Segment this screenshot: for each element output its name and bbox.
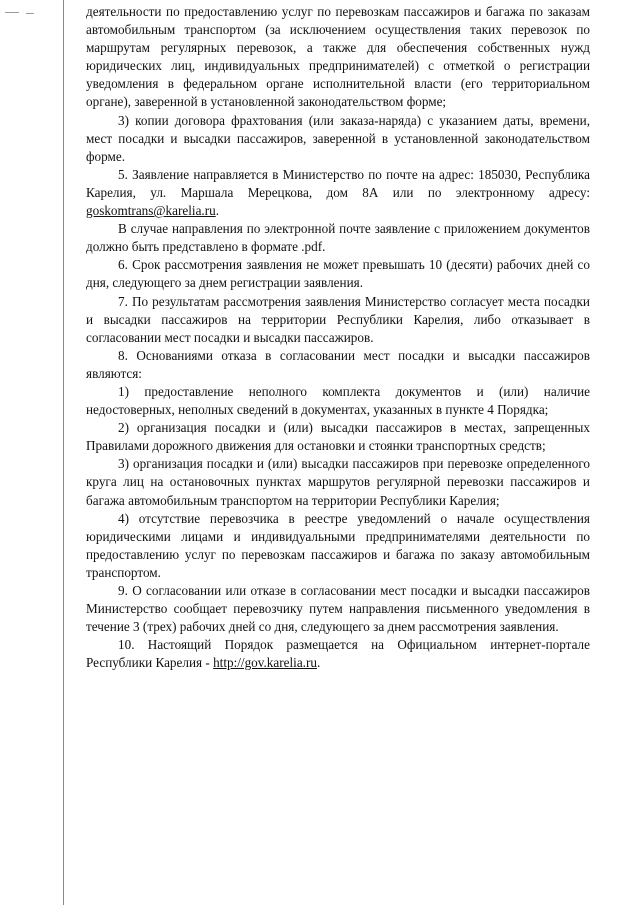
paragraph-8-item-4: 4) отсутствие перевозчика в реестре уведомлений о начале осуществления юридическими лицами и индивидуальными предпринимателями деятельности по предоставлению услуг по перевозкам пассажиров и багажа по заказу автомобильным транспортом. [86, 510, 590, 580]
paragraph-8: 8. Основаниями отказа в согласовании мест посадки и высадки пассажиров являются: [86, 347, 590, 381]
scan-mark [26, 13, 34, 14]
paragraph-6: 6. Срок рассмотрения заявления не может превышать 10 (десяти) рабочих дней со дня, следующего за днем регистрации заявления. [86, 257, 590, 291]
page-margin-line [63, 0, 64, 905]
paragraph-8-item-3: 3) организация посадки и (или) высадки пассажиров при перевозке определенного круга лиц на остановочных пунктах маршрутов регулярной перевозки пассажиров и багажа автомобильным транспортом на территории Республики Карелия; [86, 456, 590, 508]
document-body [86, 3, 590, 672]
paragraph-10-text-after: . [316, 655, 321, 671]
scan-mark [5, 12, 19, 13]
paragraph-9: 9. О согласовании или отказе в согласовании мест посадки и высадки пассажиров Министерство сообщает перевозчику путем направления письменного уведомления в течение 3 (трех) рабочих дней со дня, следующего за днем рассмотрения заявления. [86, 583, 590, 635]
paragraph-8-item-1: 1) предоставление неполного комплекта документов и (или) наличие недостоверных, неполных сведений в документах, указанных в пункте 4 Порядка; [86, 383, 590, 418]
paragraph-continuation: деятельности по предоставлению услуг по перевозкам пассажиров и багажа по заказам автомобильным транспортом (за исключением осуществления таких перевозок по маршрутам регулярных перевозок, а также для обеспечения собственных нужд юридических лиц, индивидуальных предпринимателей) с отметкой о регистрации уведомления в федеральном органе исполнительной власти (его территориальном органе), заверенной в установленной законодательством форме; [86, 4, 590, 110]
paragraph-item-3: 3) копии договора фрахтования (или заказа-наряда) с указанием даты, времени, мест посадки и высадки пассажиров, заверенной в установленной законодательством форме. [86, 112, 590, 164]
paragraph-10-text: 10. Настоящий Порядок размещается на Официальном интернет-портале Республики Карелия - [86, 637, 590, 671]
email-link[interactable]: goskomtrans@karelia.ru [86, 203, 216, 219]
paragraph-5-text: 5. Заявление направляется в Министерство по почте на адрес: 185030, Республика Карелия, ул. Маршала Мерецкова, дом 8А или по электронному адресу: [86, 166, 590, 200]
paragraph-10 [86, 636, 590, 672]
portal-link[interactable]: http://gov.karelia.ru [213, 655, 317, 671]
paragraph-5-text-after: . [215, 203, 219, 219]
paragraph-5 [86, 166, 590, 220]
paragraph-email-note: В случае направления по электронной почте заявление с приложением документов должно быть представлено в формате .pdf. [86, 221, 590, 255]
paragraph-8-item-2: 2) организация посадки и (или) высадки пассажиров в местах, запрещенных Правилами дорожного движения для остановки и стоянки транспортных средств; [86, 420, 590, 454]
paragraph-7: 7. По результатам рассмотрения заявления Министерство согласует места посадки и высадки пассажиров на территории Республики Карелия, либо отказывает в согласовании мест посадки и высадки пассажиров. [86, 293, 590, 345]
